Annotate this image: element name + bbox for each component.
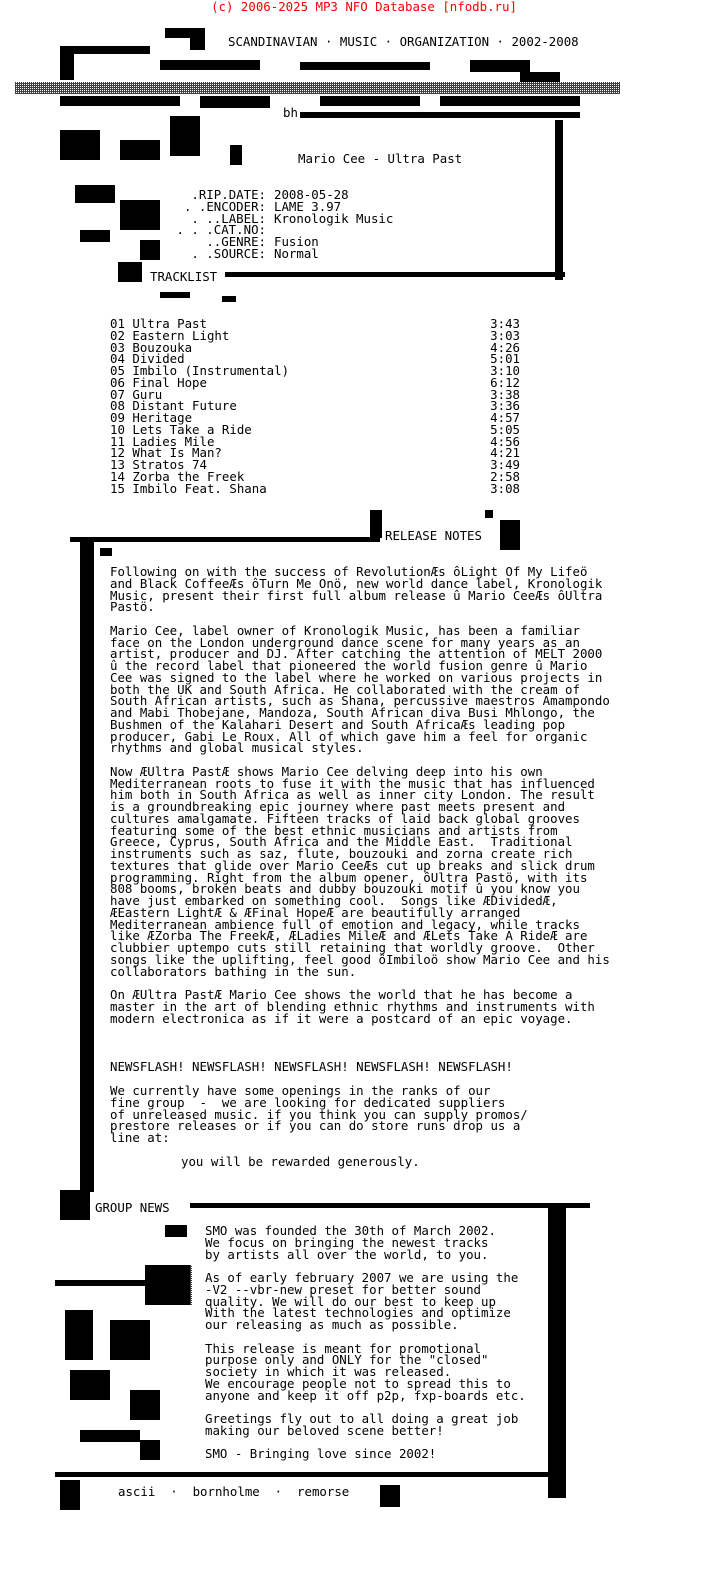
track-row <box>110 480 520 496</box>
info-label: . .ENCODER: <box>183 198 266 214</box>
track-title: 08 Distant Future <box>110 398 237 414</box>
track-title: 05 Imbilo (Instrumental) <box>110 363 290 378</box>
group-tag: bh <box>283 105 298 120</box>
info-value: 2008-05-28 <box>274 187 349 202</box>
track-duration: 6:12 <box>490 374 520 390</box>
recruitment-text: We currently have some openings in the ranks of our fine group - we are looking for dedicated suppliers of unreleased music. if you think you can supply promos/ prestore releases or if you can do store runs drop us a line at: <box>110 1083 528 1145</box>
group-news-heading: GROUP NEWS <box>95 1200 170 1215</box>
track-title: 10 Lets Take a Ride <box>110 421 252 437</box>
track-title: 13 Stratos 74 <box>110 457 207 472</box>
track-duration: 5:05 <box>490 421 520 437</box>
release-title: Mario Cee - Ultra Past <box>298 151 463 166</box>
track-title: 02 Eastern Light <box>110 327 230 343</box>
track-duration: 3:49 <box>490 457 520 472</box>
track-title: 06 Final Hope <box>110 374 207 390</box>
track-duration: 4:56 <box>490 433 520 449</box>
release-notes-text: Following on with the success of RevolutionÆs ôLight Of My Lifeö and Black CoffeeÆs ôTurn Me Onö, new world dance label, Kronologik Music, present their first full album release û Mario CeeÆs ôUltra Pastö. Mario Cee, label owner of Kronologik Music, has been a familiar face on the London underground dance scene for many years as an artist, producer and DJ. After catching the attention of MELT 2000 û the record label that pioneered the world fusion genre û Mario Cee was signed to the label where he worked on various projects in both the UK and South Africa. He collaborated with the cream of South African artists, such as Shana, percussive maestros Amampondo and Mabi Thobejane, Mandoza, South African diva Busi Mhlongo, the Bushmen of the Kalahari Desert and South AfricaÆs leading pop producer, Gabi Le Roux. All of which gave him a feel for organic rhythms and global musical styles. Now ÆUltra PastÆ shows Mario Cee delving deep into his own Mediterranean roots to fuse it with the music that has influenced him both in South Africa as well as inner city London. The result is a groundbreaking epic journey where past meets present and cultures amalgamate. Fifteen tracks of laid back global grooves featuring some of the best ethnic musicians and artists from Greece, Cyprus, South Africa and the Middle East. Traditional instruments such as saz, flute, bouzouki and zorna create rich textures that glide over Mario CeeÆs cut up breaks and slick drum programming. Right from the album opener, ôUltra Pastö, with its 808 booms, broken beats and dubby bouzouki motif û you know you have just embarked on something cool. Songs like ÆDividedÆ, ÆEastern LightÆ & ÆFinal HopeÆ are beautifully arranged Mediterranean ambience full of emotion and legacy, while tracks like ÆZorba The FreekÆ, ÆLadies MileÆ and ÆLets Take A RideÆ are clubbier uptempo cuts still retaining that worldly groove. Other songs like the uplifting, feel good ôImbiloö show Mario Cee and his collaborators bathing in the sun. On ÆUltra PastÆ Mario Cee shows the world that he has become a master in the art of blending ethnic rhythms and instruments with modern electronica as if it were a postcard of an epic voyage. <box>110 564 610 1026</box>
info-value: Fusion <box>274 234 319 249</box>
track-title: 03 Bouzouka <box>110 339 193 355</box>
info-label: . .SOURCE: <box>191 245 266 261</box>
track-duration: 3:10 <box>490 363 520 378</box>
ascii-credits: ascii · bornholme · remorse <box>118 1484 350 1499</box>
newsflash-line: NEWSFLASH! NEWSFLASH! NEWSFLASH! NEWSFLASH! NEWSFLASH! <box>110 1059 513 1074</box>
track-title: 11 Ladies Mile <box>110 433 215 449</box>
track-row <box>110 374 520 390</box>
track-title: 07 Guru <box>110 386 163 402</box>
tracklist-heading: TRACKLIST <box>150 269 218 284</box>
track-duration: 2:58 <box>490 468 520 484</box>
org-line: SCANDINAVIAN · MUSIC · ORGANIZATION · 2002-2008 <box>228 34 579 49</box>
track-duration: 5:01 <box>490 351 520 367</box>
info-label: .RIP.DATE: <box>191 187 266 202</box>
info-label: . . .CAT.NO: <box>176 222 266 238</box>
release-notes-heading: RELEASE NOTES <box>385 528 482 543</box>
track-duration: 4:26 <box>490 339 520 355</box>
group-news-text: SMO was founded the 30th of March 2002. We focus on bringing the newest tracks by artists all over the world, to you. As of early february 2007 we are using the -V2 --vbr-new preset for better sound quality. We will do our best to keep up With the latest technologies and optimize our releasing as much as possible. This release is meant for promotional purpose only and ONLY for the "closed" society in which it was released. We encourage people not to spread this to anyone and keep it off p2p, fxp-boards etc. Greetings fly out to all doing a great job making our beloved scene better! SMO - Bringing love since 2002! <box>205 1223 526 1462</box>
track-title: 04 Divided <box>110 351 185 367</box>
reward-line: you will be rewarded generously. <box>181 1154 420 1169</box>
track-duration: 4:57 <box>490 410 520 425</box>
track-duration: 3:08 <box>490 480 520 496</box>
track-duration: 3:03 <box>490 327 520 343</box>
track-title: 12 What Is Man? <box>110 445 222 461</box>
track-duration: 4:21 <box>490 445 520 461</box>
info-value: Normal <box>274 245 319 261</box>
track-title: 15 Imbilo Feat. Shana <box>110 480 267 496</box>
track-title: 01 Ultra Past <box>110 316 207 331</box>
track-duration: 3:36 <box>490 398 520 414</box>
info-label: ..GENRE: <box>206 234 266 249</box>
info-label: . ..LABEL: <box>191 210 266 226</box>
track-title: 09 Heritage <box>110 410 193 425</box>
track-title: 14 Zorba the Freek <box>110 468 245 484</box>
track-duration: 3:43 <box>490 316 520 331</box>
info-value: LAME 3.97 <box>274 198 342 214</box>
info-value: Kronologik Music <box>274 210 394 226</box>
database-credit: (c) 2006-2025 MP3 NFO Database [nfodb.ru] <box>211 0 517 14</box>
track-duration: 3:38 <box>490 386 520 402</box>
